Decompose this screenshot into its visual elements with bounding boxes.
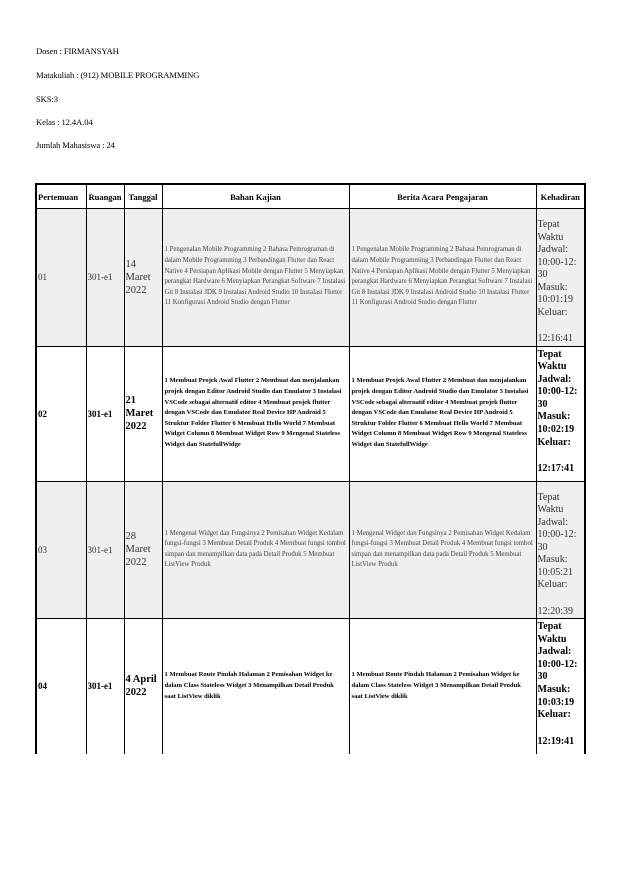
kehadiran-line: Keluar: xyxy=(537,579,568,590)
kehadiran-line: Tepat xyxy=(537,219,560,230)
kehadiran-line: Jadwal: xyxy=(537,373,572,385)
kehadiran-line: Keluar: xyxy=(537,436,571,448)
cell-tanggal: 14 Maret 2022 xyxy=(124,209,162,347)
kehadiran-line: Tepat xyxy=(537,621,562,632)
cell-tanggal: 21 Maret 2022 xyxy=(124,346,162,481)
class-line: Kelas : 12.4A.04 xyxy=(36,117,93,127)
column-header-bahan-kajian: Bahan Kajian xyxy=(162,184,349,209)
cell-kehadiran xyxy=(536,481,585,619)
cell-bahan-kajian: 1 Membuat Route Pindah Halaman 2 Pemisahan Widget ke dalam Class Stateless Widget 3 Menampilkan Detail Produk saat ListView diklik xyxy=(162,619,349,754)
column-header-ruangan: Ruangan xyxy=(86,184,124,209)
kehadiran-line: Masuk: xyxy=(537,554,568,565)
kehadiran-line: 10:00-12: xyxy=(537,386,578,398)
kehadiran-line: Waktu xyxy=(537,633,567,645)
cell-berita-acara: 1 Membuat Route Pindah Halaman 2 Pemisahan Widget ke dalam Class Stateless Widget 3 Menampilkan Detail Produk saat ListView diklik xyxy=(349,619,536,754)
table-row xyxy=(36,619,585,754)
kehadiran-line: Masuk: xyxy=(537,281,568,293)
cell-berita-acara: 1 Mengenal Widget dan Fungsinya 2 Pemisahan Widget Kedalam fungsi-fungsi 3 Membuat Detail Produk 4 Membuat fungsi tombol simpan dan menampilkan data pada Detail Produk 5 Membuat ListView Produk xyxy=(349,481,536,619)
cell-ruangan: 301-e1 xyxy=(86,346,124,481)
column-header-kehadiran: Kehadiran xyxy=(536,184,585,209)
cell-ruangan: 301-e1 xyxy=(86,619,124,754)
kehadiran-line: Keluar: xyxy=(537,306,568,318)
kehadiran-line: Tepat xyxy=(537,491,560,503)
kehadiran-line: 10:00-12: xyxy=(537,529,577,540)
cell-bahan-kajian: 1 Membuat Projek Awal Flutter 2 Membuat dan menjalankan projek dengan Editor Android Studio dan Emulator 3 Instalasi VSCode sebagai alternatif editor 4 Membuat projek flutter dengan VSCode dan Emulator Real Device HP Android 5 Struktur Folder Flutter 6 Membuat Hello World 7 Membuat Widget Column 8 Membuat Widget Row 9 Mengenal Stateless Widget dan StatefullWidge xyxy=(162,346,349,481)
kehadiran-line: 10:03:19 xyxy=(537,696,575,708)
kehadiran-line: Jadwal: xyxy=(537,516,569,528)
kehadiran-line: Keluar: xyxy=(537,709,571,721)
cell-kehadiran xyxy=(536,209,585,347)
kehadiran-line: 30 xyxy=(537,671,548,683)
column-header-pertemuan: Pertemuan xyxy=(36,184,86,209)
kehadiran-line: 10:02:19 xyxy=(537,424,575,436)
cell-pertemuan: 01 xyxy=(36,209,86,347)
kehadiran-line: 10:00-12: xyxy=(537,256,577,268)
column-header-tanggal: Tanggal xyxy=(124,184,162,209)
cell-tanggal: 28 Maret 2022 xyxy=(124,481,162,619)
cell-bahan-kajian: 1 Pengenalan Mobile Programming 2 Bahasa Pemrograman di dalam Mobile Programming 3 Perbandingan Flutter dan React Native 4 Persiapan Aplikasi Mobile dengan Flutter 5 Menyiapkan perangkat Hardware 6 Menyiapkan Perangkat Software 7 Instalasi Git 8 Instalasi JDK 9 Instalasi Android Studio 10 Instalasi Flutter 11 Konfigurasi Android Studio dengan Flutter xyxy=(162,209,349,347)
cell-ruangan: 301-e1 xyxy=(86,481,124,619)
table-row xyxy=(36,346,585,481)
kehadiran-line: 30 xyxy=(537,398,548,410)
cell-ruangan: 301-e1 xyxy=(86,209,124,347)
kehadiran-line: 30 xyxy=(537,541,548,553)
kehadiran-line: 10:05:21 xyxy=(537,566,574,578)
kehadiran-line: Masuk: xyxy=(537,411,571,423)
kehadiran-line: 12:17:41 xyxy=(537,463,575,475)
credits-line: SKS:3 xyxy=(36,94,58,104)
cell-pertemuan: 02 xyxy=(36,346,86,481)
teaching-record-table xyxy=(35,183,586,754)
kehadiran-line: 10:00-12: xyxy=(537,658,578,670)
kehadiran-line: Waktu xyxy=(537,361,567,373)
kehadiran-line: 30 xyxy=(537,269,548,280)
kehadiran-line: 12:20:39 xyxy=(537,605,574,617)
kehadiran-line: 10:01:19 xyxy=(537,294,574,305)
table-header-row xyxy=(36,184,585,209)
column-header-berita-acara: Berita Acara Pengajaran xyxy=(349,184,536,209)
cell-kehadiran xyxy=(536,619,585,754)
kehadiran-line: Masuk: xyxy=(537,683,571,695)
cell-tanggal: 4 April 2022 xyxy=(124,619,162,754)
kehadiran-line: Tepat xyxy=(537,348,562,360)
cell-bahan-kajian: 1 Mengenal Widget dan Fungsinya 2 Pemisahan Widget Kedalam fungsi-fungsi 3 Membuat Detail Produk 4 Membuat fungsi tombol simpan dan menampilkan data pada Detail Produk 5 Membuat ListView Produk xyxy=(162,481,349,619)
cell-kehadiran xyxy=(536,346,585,481)
lecturer-line: Dosen : FIRMANSYAH xyxy=(36,46,119,56)
cell-berita-acara: 1 Membuat Projek Awal Flutter 2 Membuat dan menjalankan projek dengan Editor Android Studio dan Emulator 3 Instalasi VSCode sebagai alternatif editor 4 Membuat projek flutter dengan VSCode dan Emulator Real Device HP Android 5 Struktur Folder Flutter 6 Membuat Hello World 7 Membuat Widget Column 8 Membuat Widget Row 9 Mengenal Stateless Widget dan StatefullWidge xyxy=(349,346,536,481)
course-line: Matakuliah : (912) MOBILE PROGRAMMING xyxy=(36,70,200,80)
kehadiran-line: 12:19:41 xyxy=(537,735,575,747)
cell-berita-acara: 1 Pengenalan Mobile Programming 2 Bahasa Pemrograman di dalam Mobile Programming 3 Perbandingan Flutter dan React Native 4 Persiapan Aplikasi Mobile dengan Flutter 5 Menyiapkan perangkat Hardware 6 Menyiapkan Perangkat Software 7 Instalasi Git 8 Instalasi JDK 9 Instalasi Android Studio 10 Instalasi Flutter 11 Konfigurasi Android Studio dengan Flutter xyxy=(349,209,536,347)
table-row xyxy=(36,209,585,347)
kehadiran-line: Jadwal: xyxy=(537,646,572,658)
kehadiran-line: Waktu xyxy=(537,231,564,243)
kehadiran-line: Waktu xyxy=(537,504,564,515)
cell-pertemuan: 04 xyxy=(36,619,86,754)
table-row xyxy=(36,481,585,619)
cell-pertemuan: 03 xyxy=(36,481,86,619)
kehadiran-line: 12:16:41 xyxy=(537,333,574,344)
kehadiran-line: Jadwal: xyxy=(537,244,569,255)
student-count-line: Jumlah Mahasiswa : 24 xyxy=(36,140,115,150)
